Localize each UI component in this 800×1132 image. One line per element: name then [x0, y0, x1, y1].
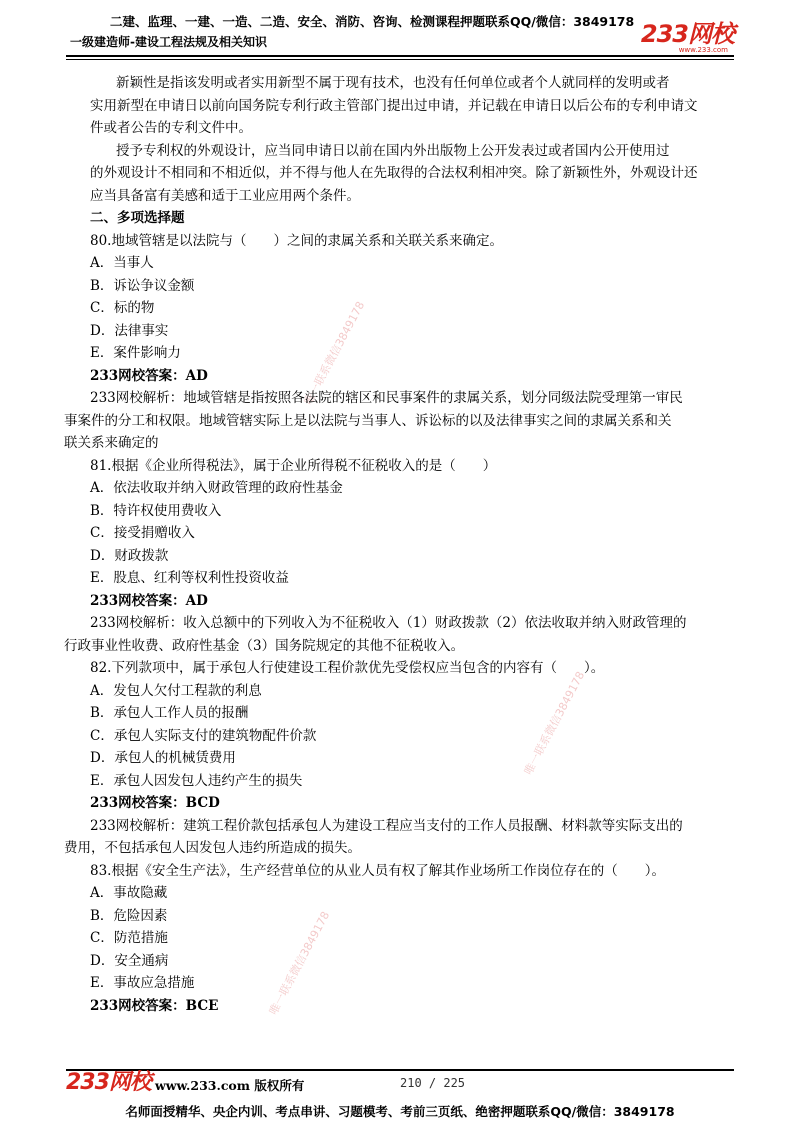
page-number: 210 / 225: [400, 1076, 466, 1090]
question-option: D．财政拨款: [90, 547, 169, 564]
analysis-line: 233网校解析：建筑工程价款包括承包人为建设工程应当支付的工作人员报酬、材料款等实际支出的: [90, 817, 683, 834]
question-option: B．承包人工作人员的报酬: [90, 705, 249, 721]
answer-label: 233网校答案：BCD: [90, 795, 220, 811]
document-body: [64, 72, 738, 1017]
header-promo: 二建、监理、一建、一造、二造、安全、消防、咨询、检测课程押题联系QQ/微信：3849178: [110, 14, 635, 29]
question-option: D．法律事实: [90, 322, 169, 339]
analysis-line: 行政事业性收费、政府性基金（3）国务院规定的其他不征税收入。: [64, 637, 465, 654]
question-stem: 80.地域管辖是以法院与（ ）之间的隶属关系和关联关系来确定。: [90, 232, 503, 249]
question-option: A．依法收取并纳入财政管理的政府性基金: [90, 480, 343, 496]
question-option: A．当事人: [90, 255, 154, 271]
answer-label: 233网校答案：AD: [90, 592, 208, 609]
footer-logo: 233网校: [66, 1070, 151, 1095]
question-option: D．安全通病: [90, 952, 169, 969]
question-option: C．防范措施: [90, 930, 168, 946]
analysis-line: 费用，不包括承包人因发包人违约所造成的损失。: [64, 840, 361, 856]
question-option: E．案件影响力: [90, 345, 181, 361]
analysis-line: 233网校解析：地域管辖是指按照各法院的辖区和民事案件的隶属关系，划分同级法院受理第一审民: [90, 390, 683, 406]
question-option: C．承包人实际支付的建筑物配件价款: [90, 727, 317, 744]
paragraph-line: 实用新型在申请日以前向国务院专利行政主管部门提出过申请，并记载在申请日以后公布的专利申请文: [90, 97, 698, 114]
analysis-line: 联关系来确定的: [64, 435, 159, 451]
header-rule-thin: [66, 59, 734, 60]
paragraph-line: 件或者公告的专利文件中。: [90, 120, 252, 136]
question-option: B．特许权使用费收入: [90, 502, 222, 519]
section-heading: 二、多项选择题: [90, 210, 185, 226]
footer-rule: [66, 1069, 734, 1071]
paragraph-line: 新颖性是指该发明或者实用新型不属于现有技术，也没有任何单位或者个人就同样的发明或者: [116, 75, 670, 91]
question-option: B．诉讼争议金额: [90, 277, 195, 294]
question-option: A．发包人欠付工程款的利息: [90, 682, 262, 699]
brand-logo: 233网校: [640, 20, 734, 48]
question-option: C．标的物: [90, 300, 155, 316]
question-option: E．事故应急措施: [90, 975, 195, 991]
question-stem: 81.根据《企业所得税法》，属于企业所得税不征税收入的是（ ）: [90, 457, 497, 474]
question-option: E．承包人因发包人违约产生的损失: [90, 772, 303, 789]
paragraph-line: 应当具备富有美感和适于工业应用两个条件。: [90, 187, 360, 204]
answer-label: 233网校答案：AD: [90, 367, 208, 384]
answer-label: 233网校答案：BCE: [90, 997, 219, 1014]
question-stem: 83.根据《安全生产法》，生产经营单位的从业人员有权了解其作业场所工作岗位存在的（ ）。: [90, 862, 665, 879]
paragraph-line: 的外观设计不相同和不相近似，并不得与他人在先取得的合法权利相冲突。除了新颖性外，外观设计还: [90, 165, 698, 181]
question-option: D．承包人的机械赁费用: [90, 750, 236, 766]
question-option: B．危险因素: [90, 907, 168, 924]
watermark-1: 唯一联系微信3849178: [301, 299, 368, 408]
analysis-line: 233网校解析：收入总额中的下列收入为不征税收入（1）财政拨款（2）依法收取并纳入财政管理的: [90, 615, 687, 631]
footer-copyright: www.233.com 版权所有: [155, 1078, 305, 1093]
question-stem: 82.下列款项中，属于承包人行使建设工程价款优先受偿权应当包含的内容有（ ）。: [90, 660, 605, 676]
watermark-2: 唯一联系微信3849178: [521, 669, 588, 778]
analysis-line: 事案件的分工和权限。地域管辖实际上是以法院与当事人、诉讼标的以及法律事实之间的隶属关系和关: [64, 412, 672, 429]
brand-logo-url: www.233.com: [678, 46, 728, 54]
question-option: E．股息、红利等权利性投资收益: [90, 570, 289, 586]
footer-promo: 名师面授精华、央企内训、考点串讲、习题模考、考前三页纸、绝密押题联系QQ/微信：3849178: [125, 1104, 675, 1119]
paragraph-line: 授予专利权的外观设计，应当同申请日以前在国内外出版物上公开发表过或者国内公开使用过: [116, 142, 670, 159]
question-option: C．接受捐赠收入: [90, 525, 195, 541]
document-title: 一级建造师-建设工程法规及相关知识: [70, 35, 267, 49]
header-rule: [66, 55, 734, 57]
question-option: A．事故隐藏: [90, 885, 168, 901]
watermark-3: 唯一联系微信3849178: [266, 909, 333, 1018]
